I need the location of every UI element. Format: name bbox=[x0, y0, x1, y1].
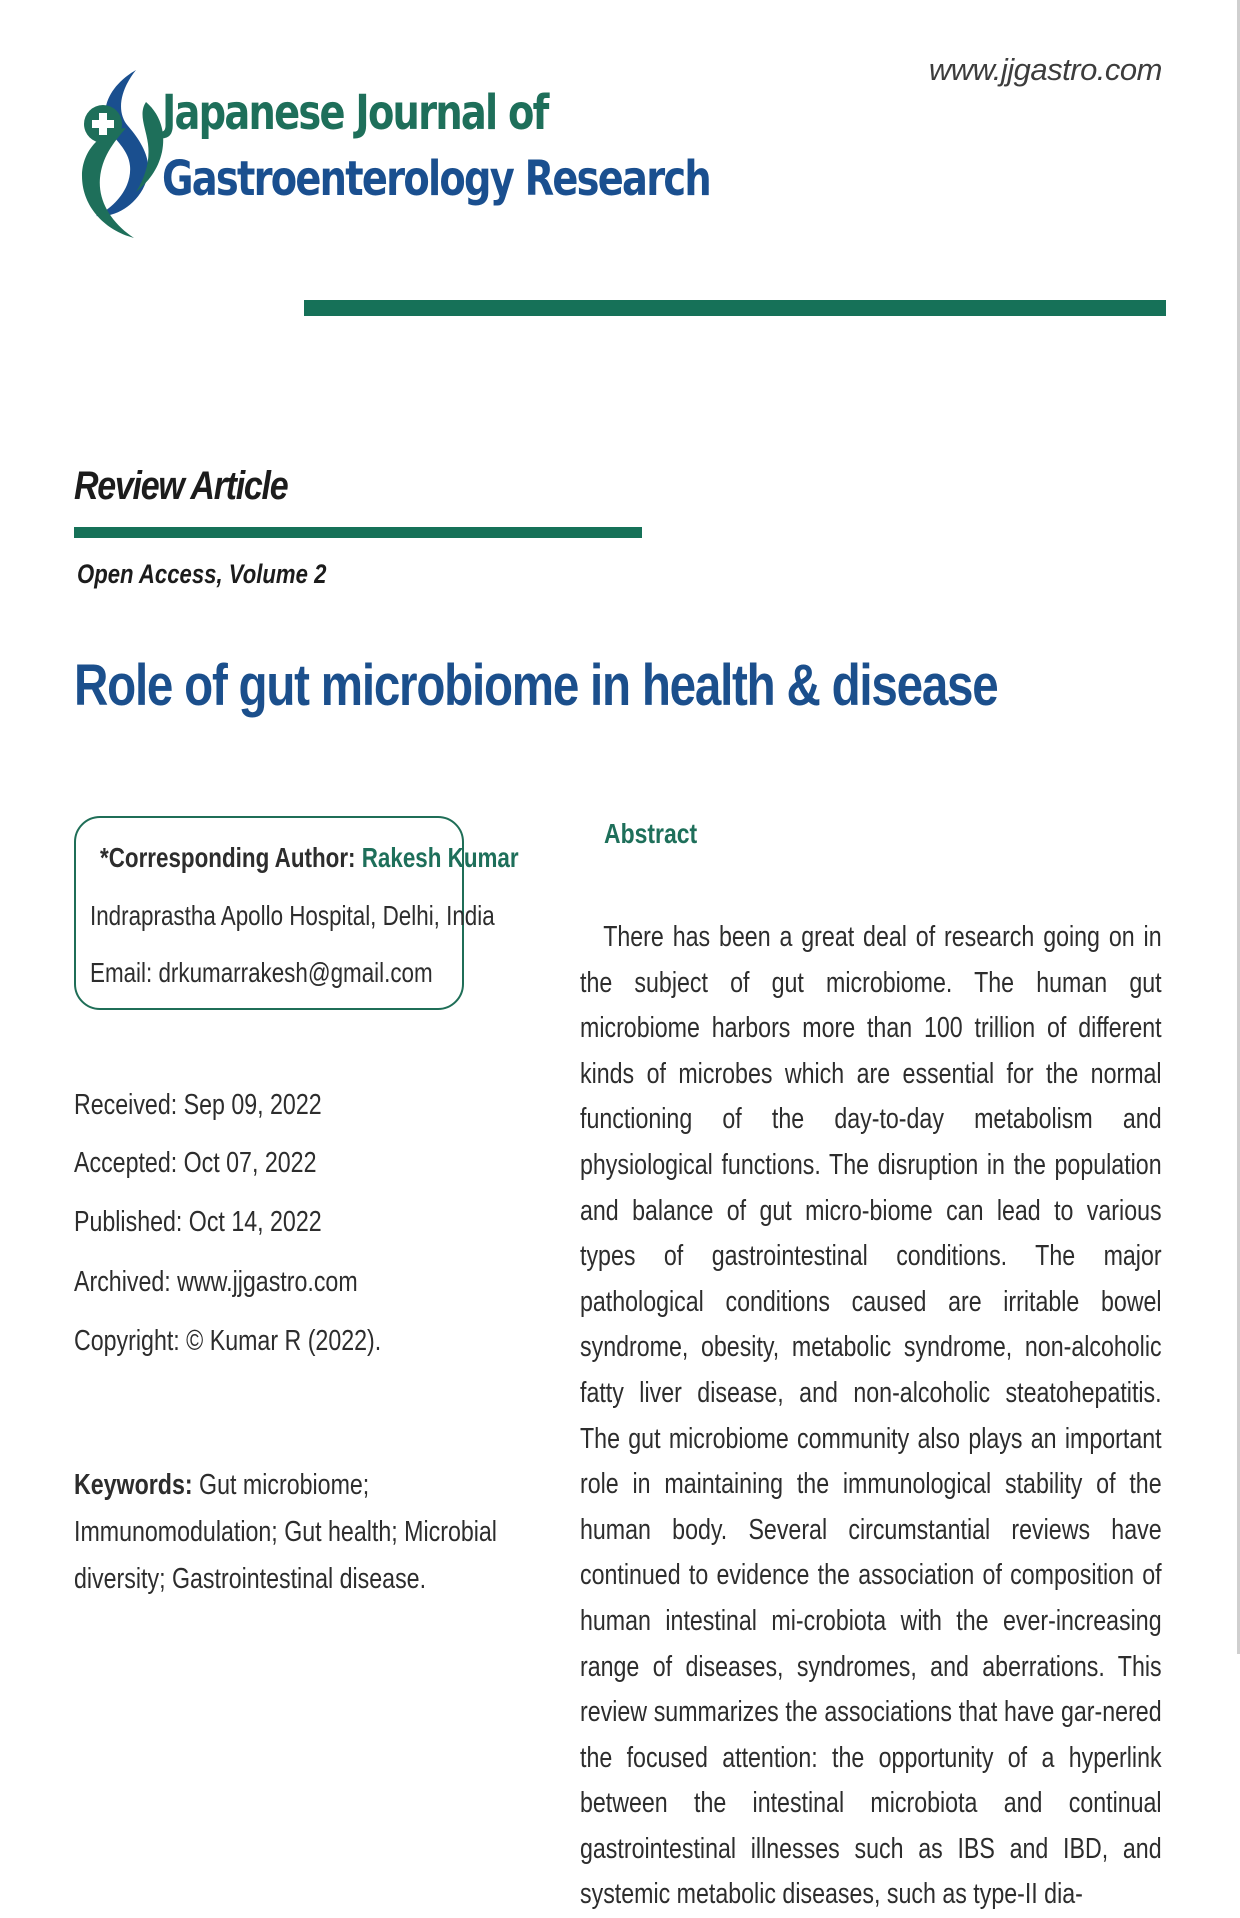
keywords-label: Keywords: bbox=[74, 1469, 193, 1501]
published-date: Published: Oct 14, 2022 bbox=[74, 1206, 322, 1238]
archived-url[interactable]: Archived: www.jjgastro.com bbox=[74, 1266, 358, 1298]
keywords-text: Gut microbiome; Immunomodulation; Gut health; Microbial diversity; Gastrointestinal disease. bbox=[74, 1469, 497, 1595]
journal-website-url[interactable]: www.jjgastro.com bbox=[928, 52, 1162, 87]
accepted-date: Accepted: Oct 07, 2022 bbox=[74, 1147, 317, 1179]
abstract-text: There has been a great deal of research going on in the subject of gut microbiome. The human gut microbiome harbors more than 100 trillion of different kinds of microbes which are essential for the normal functioning of the day-to-day metabolism and physiological functions. The disruption in the population and balance of gut micro-biome can lead to various types of gastrointestinal conditions. The major pathological conditions caused are irritable bowel syndrome, obesity, metabolic syndrome, non-alcoholic fatty liver disease, and non-alcoholic steatohepatitis. The gut microbiome community also plays an important role in maintaining the immunological stability of the human body. Several circumstantial reviews have continued to evidence the association of composition of human intestinal mi-crobiota with the ever-increasing range of diseases, syndromes, and aberrations. This review summarizes the associations that have gar-nered the focused attention: the opportunity of a hyperlink between the intestinal microbiota and continual gastrointestinal illnesses such as IBS and IBD, and systemic metabolic diseases, such as type-II dia- bbox=[580, 921, 1162, 1911]
access-volume: Open Access, Volume 2 bbox=[77, 559, 327, 589]
article-type: Review Article bbox=[74, 464, 288, 508]
copyright-line: Copyright: © Kumar R (2022). bbox=[74, 1325, 382, 1357]
corresponding-author-box bbox=[74, 816, 519, 1010]
journal-logo-icon bbox=[76, 66, 166, 242]
journal-name-line2: Gastroenterology Research bbox=[162, 151, 710, 207]
journal-name-line1: Japanese Journal of bbox=[162, 85, 548, 141]
author-email[interactable]: Email: drkumarrakesh@gmail.com bbox=[90, 957, 433, 988]
corresponding-author-line bbox=[100, 842, 519, 874]
author-affiliation: Indraprastha Apollo Hospital, Delhi, India bbox=[90, 900, 495, 931]
keywords bbox=[74, 1462, 530, 1603]
received-date: Received: Sep 09, 2022 bbox=[74, 1089, 322, 1121]
author-name: Rakesh Kumar bbox=[361, 842, 519, 873]
abstract-heading: Abstract bbox=[604, 818, 698, 849]
journal-name bbox=[162, 80, 710, 212]
corresponding-author-label: *Corresponding Author: bbox=[100, 842, 362, 873]
article-type-divider bbox=[74, 527, 642, 538]
header-divider bbox=[304, 300, 1166, 316]
article-title: Role of gut microbiome in health & disease bbox=[74, 653, 998, 718]
